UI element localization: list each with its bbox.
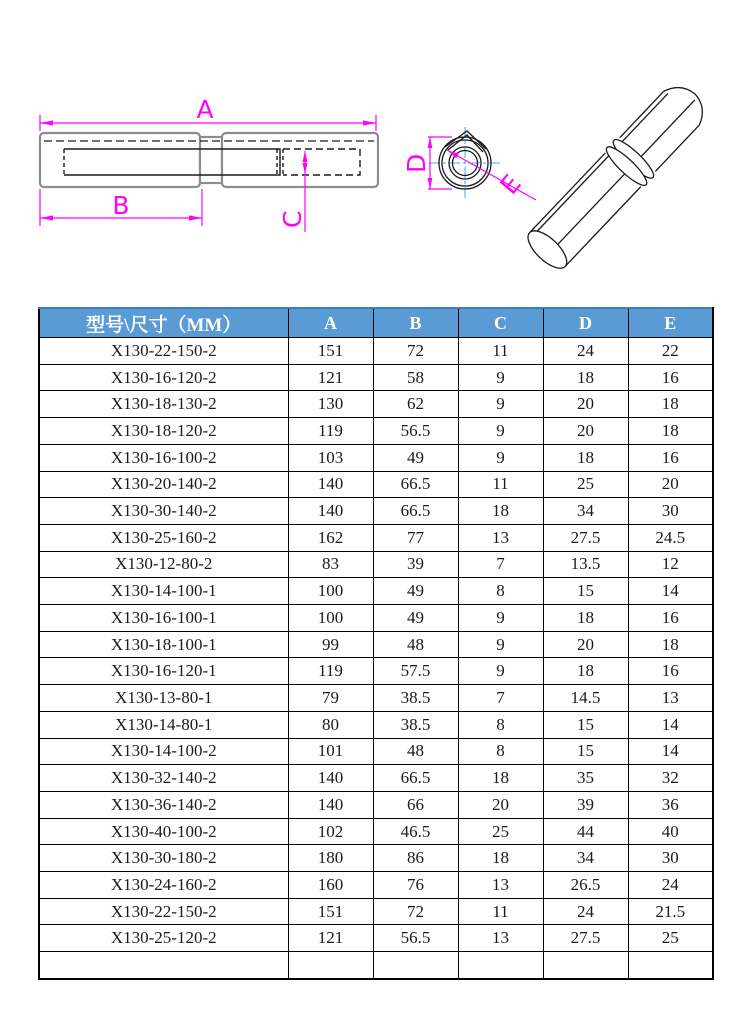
dim-label-a: A: [196, 95, 214, 124]
table-row: [39, 685, 713, 712]
dimension-cell: 58: [373, 364, 458, 391]
model-cell: X130-22-150-2: [39, 898, 288, 925]
dimension-cell: 13: [628, 685, 713, 712]
dimension-cell: 140: [288, 791, 373, 818]
model-cell: X130-30-140-2: [39, 498, 288, 525]
model-cell: X130-12-80-2: [39, 551, 288, 578]
dimension-cell: 140: [288, 498, 373, 525]
table-row: [39, 952, 713, 979]
table-row: [39, 925, 713, 952]
table-row: [39, 872, 713, 899]
dimension-cell: 9: [458, 658, 543, 685]
table-row: [39, 391, 713, 418]
dimension-cell: 7: [458, 551, 543, 578]
dimension-cell: 140: [288, 471, 373, 498]
dimension-cell: 18: [543, 444, 628, 471]
model-cell: X130-40-100-2: [39, 818, 288, 845]
dimension-cell: 119: [288, 658, 373, 685]
dimension-cell: 20: [628, 471, 713, 498]
dimension-cell: 101: [288, 738, 373, 765]
dimension-cell: 9: [458, 631, 543, 658]
model-cell: X130-14-100-1: [39, 578, 288, 605]
model-cell: X130-36-140-2: [39, 791, 288, 818]
dimension-cell: 79: [288, 685, 373, 712]
dimension-cell: 119: [288, 418, 373, 445]
dimension-cell: 38.5: [373, 711, 458, 738]
dimension-cell: 160: [288, 872, 373, 899]
dimension-cell: 22: [628, 338, 713, 365]
table-row: [39, 498, 713, 525]
col-header-d: D: [543, 308, 628, 338]
dimension-cell: 76: [373, 872, 458, 899]
dimension-cell: 38.5: [373, 685, 458, 712]
dimension-cell: 18: [628, 631, 713, 658]
dimension-cell: 18: [543, 658, 628, 685]
dimension-cell: 180: [288, 845, 373, 872]
dimension-cell: 72: [373, 898, 458, 925]
model-cell: X130-25-160-2: [39, 524, 288, 551]
dimension-cell: [373, 952, 458, 979]
model-cell: [39, 952, 288, 979]
dimension-cell: 11: [458, 898, 543, 925]
dimension-cell: 13.5: [543, 551, 628, 578]
dimension-cell: 20: [543, 418, 628, 445]
dimension-cell: 103: [288, 444, 373, 471]
dimension-cell: 16: [628, 364, 713, 391]
dimension-cell: 24.5: [628, 524, 713, 551]
table-row: [39, 765, 713, 792]
dimension-cell: 24: [543, 898, 628, 925]
dimension-cell: 15: [543, 711, 628, 738]
dimension-cell: 25: [543, 471, 628, 498]
dimension-cell: 9: [458, 444, 543, 471]
dimension-cell: 49: [373, 444, 458, 471]
dimension-cell: 57.5: [373, 658, 458, 685]
table-row: [39, 551, 713, 578]
model-cell: X130-16-100-2: [39, 444, 288, 471]
end-view-drawing: [402, 127, 536, 200]
dimension-cell: [288, 952, 373, 979]
dimension-cell: 20: [543, 631, 628, 658]
size-table: [38, 307, 714, 980]
isometric-view-drawing: [520, 75, 714, 276]
dim-label-b: B: [112, 191, 130, 220]
technical-drawing: [0, 0, 750, 300]
table-body: [39, 338, 713, 980]
dimension-cell: 34: [543, 845, 628, 872]
dimension-cell: 18: [458, 765, 543, 792]
side-view-drawing: [40, 95, 378, 232]
dim-label-c: C: [278, 210, 307, 228]
dimension-cell: 66.5: [373, 471, 458, 498]
dimension-cell: 48: [373, 738, 458, 765]
col-header-a: A: [288, 308, 373, 338]
dimension-cell: 14.5: [543, 685, 628, 712]
dimension-cell: 46.5: [373, 818, 458, 845]
dimension-cell: 140: [288, 765, 373, 792]
dimension-cell: 56.5: [373, 925, 458, 952]
table-row: [39, 364, 713, 391]
model-cell: X130-14-100-2: [39, 738, 288, 765]
dimension-cell: 24: [543, 338, 628, 365]
dimension-cell: 14: [628, 738, 713, 765]
table-row: [39, 631, 713, 658]
dimension-cell: 100: [288, 605, 373, 632]
dimension-cell: 14: [628, 578, 713, 605]
model-cell: X130-14-80-1: [39, 711, 288, 738]
dimension-cell: 9: [458, 364, 543, 391]
dimension-cell: [458, 952, 543, 979]
dimension-cell: 30: [628, 845, 713, 872]
dimension-cell: 8: [458, 578, 543, 605]
table-row: [39, 524, 713, 551]
dimension-cell: [628, 952, 713, 979]
dimension-cell: 21.5: [628, 898, 713, 925]
model-cell: X130-18-100-1: [39, 631, 288, 658]
dimension-cell: 49: [373, 578, 458, 605]
model-cell: X130-20-140-2: [39, 471, 288, 498]
dimension-cell: 151: [288, 338, 373, 365]
model-cell: X130-16-120-2: [39, 364, 288, 391]
dimension-cell: 83: [288, 551, 373, 578]
dimension-cell: 35: [543, 765, 628, 792]
dimension-cell: 9: [458, 605, 543, 632]
model-cell: X130-25-120-2: [39, 925, 288, 952]
dimension-cell: 18: [543, 605, 628, 632]
dimension-cell: 26.5: [543, 872, 628, 899]
table-row: [39, 471, 713, 498]
model-cell: X130-22-150-2: [39, 338, 288, 365]
dimension-cell: 40: [628, 818, 713, 845]
dimension-cell: 9: [458, 391, 543, 418]
dimension-cell: 7: [458, 685, 543, 712]
dimension-cell: 18: [628, 418, 713, 445]
dimension-cell: 151: [288, 898, 373, 925]
dimension-cell: 18: [458, 498, 543, 525]
dimension-cell: 8: [458, 711, 543, 738]
dimension-cell: 13: [458, 872, 543, 899]
dimension-cell: 9: [458, 418, 543, 445]
dimension-cell: 18: [458, 845, 543, 872]
dimension-cell: 13: [458, 524, 543, 551]
dimension-cell: 11: [458, 471, 543, 498]
dimension-cell: 16: [628, 605, 713, 632]
col-header-model: 型号\尺寸（MM）: [39, 308, 288, 338]
dimension-cell: 15: [543, 738, 628, 765]
dimension-cell: 32: [628, 765, 713, 792]
dim-label-d: D: [402, 153, 431, 173]
table-row: [39, 444, 713, 471]
dimension-cell: 27.5: [543, 524, 628, 551]
dimension-cell: 66.5: [373, 498, 458, 525]
dimension-cell: 13: [458, 925, 543, 952]
col-header-c: C: [458, 308, 543, 338]
dimension-cell: 18: [543, 364, 628, 391]
dimension-cell: 121: [288, 925, 373, 952]
dimension-cell: 72: [373, 338, 458, 365]
table-row: [39, 845, 713, 872]
dimension-cell: 24: [628, 872, 713, 899]
model-cell: X130-32-140-2: [39, 765, 288, 792]
dimension-cell: 36: [628, 791, 713, 818]
dimension-cell: 56.5: [373, 418, 458, 445]
dimension-cell: 18: [628, 391, 713, 418]
dimension-cell: 100: [288, 578, 373, 605]
dimension-cell: 62: [373, 391, 458, 418]
dimension-cell: 25: [628, 925, 713, 952]
dim-label-e: E: [494, 169, 527, 200]
dimension-cell: 20: [458, 791, 543, 818]
dimension-cell: 25: [458, 818, 543, 845]
dimension-cell: 20: [543, 391, 628, 418]
dimension-cell: 30: [628, 498, 713, 525]
table-row: [39, 338, 713, 365]
dimension-cell: 34: [543, 498, 628, 525]
col-header-b: B: [373, 308, 458, 338]
dimension-cell: 27.5: [543, 925, 628, 952]
model-cell: X130-30-180-2: [39, 845, 288, 872]
dimension-cell: 66.5: [373, 765, 458, 792]
dimension-cell: 80: [288, 711, 373, 738]
model-cell: X130-24-160-2: [39, 872, 288, 899]
dimension-cell: 49: [373, 605, 458, 632]
dimension-cell: 39: [543, 791, 628, 818]
model-cell: X130-18-120-2: [39, 418, 288, 445]
model-cell: X130-18-130-2: [39, 391, 288, 418]
dimension-cell: 11: [458, 338, 543, 365]
table-row: [39, 818, 713, 845]
table-row: [39, 658, 713, 685]
model-cell: X130-16-100-1: [39, 605, 288, 632]
table-row: [39, 738, 713, 765]
dimension-cell: 8: [458, 738, 543, 765]
col-header-e: E: [628, 308, 713, 338]
dimension-cell: 66: [373, 791, 458, 818]
model-cell: X130-16-120-1: [39, 658, 288, 685]
model-cell: X130-13-80-1: [39, 685, 288, 712]
dimension-cell: [543, 952, 628, 979]
table-row: [39, 791, 713, 818]
dimension-cell: 39: [373, 551, 458, 578]
dimension-cell: 162: [288, 524, 373, 551]
table-row: [39, 418, 713, 445]
dimension-cell: 14: [628, 711, 713, 738]
dimension-cell: 86: [373, 845, 458, 872]
dimension-cell: 16: [628, 658, 713, 685]
table-header-row: [39, 308, 713, 338]
dimension-cell: 77: [373, 524, 458, 551]
table-row: [39, 711, 713, 738]
dimension-cell: 16: [628, 444, 713, 471]
dimension-cell: 12: [628, 551, 713, 578]
dimension-cell: 15: [543, 578, 628, 605]
dimension-cell: 121: [288, 364, 373, 391]
dimension-cell: 44: [543, 818, 628, 845]
table-row: [39, 605, 713, 632]
dimension-cell: 99: [288, 631, 373, 658]
table-row: [39, 898, 713, 925]
dimension-cell: 48: [373, 631, 458, 658]
table-row: [39, 578, 713, 605]
dimension-cell: 102: [288, 818, 373, 845]
dimension-cell: 130: [288, 391, 373, 418]
